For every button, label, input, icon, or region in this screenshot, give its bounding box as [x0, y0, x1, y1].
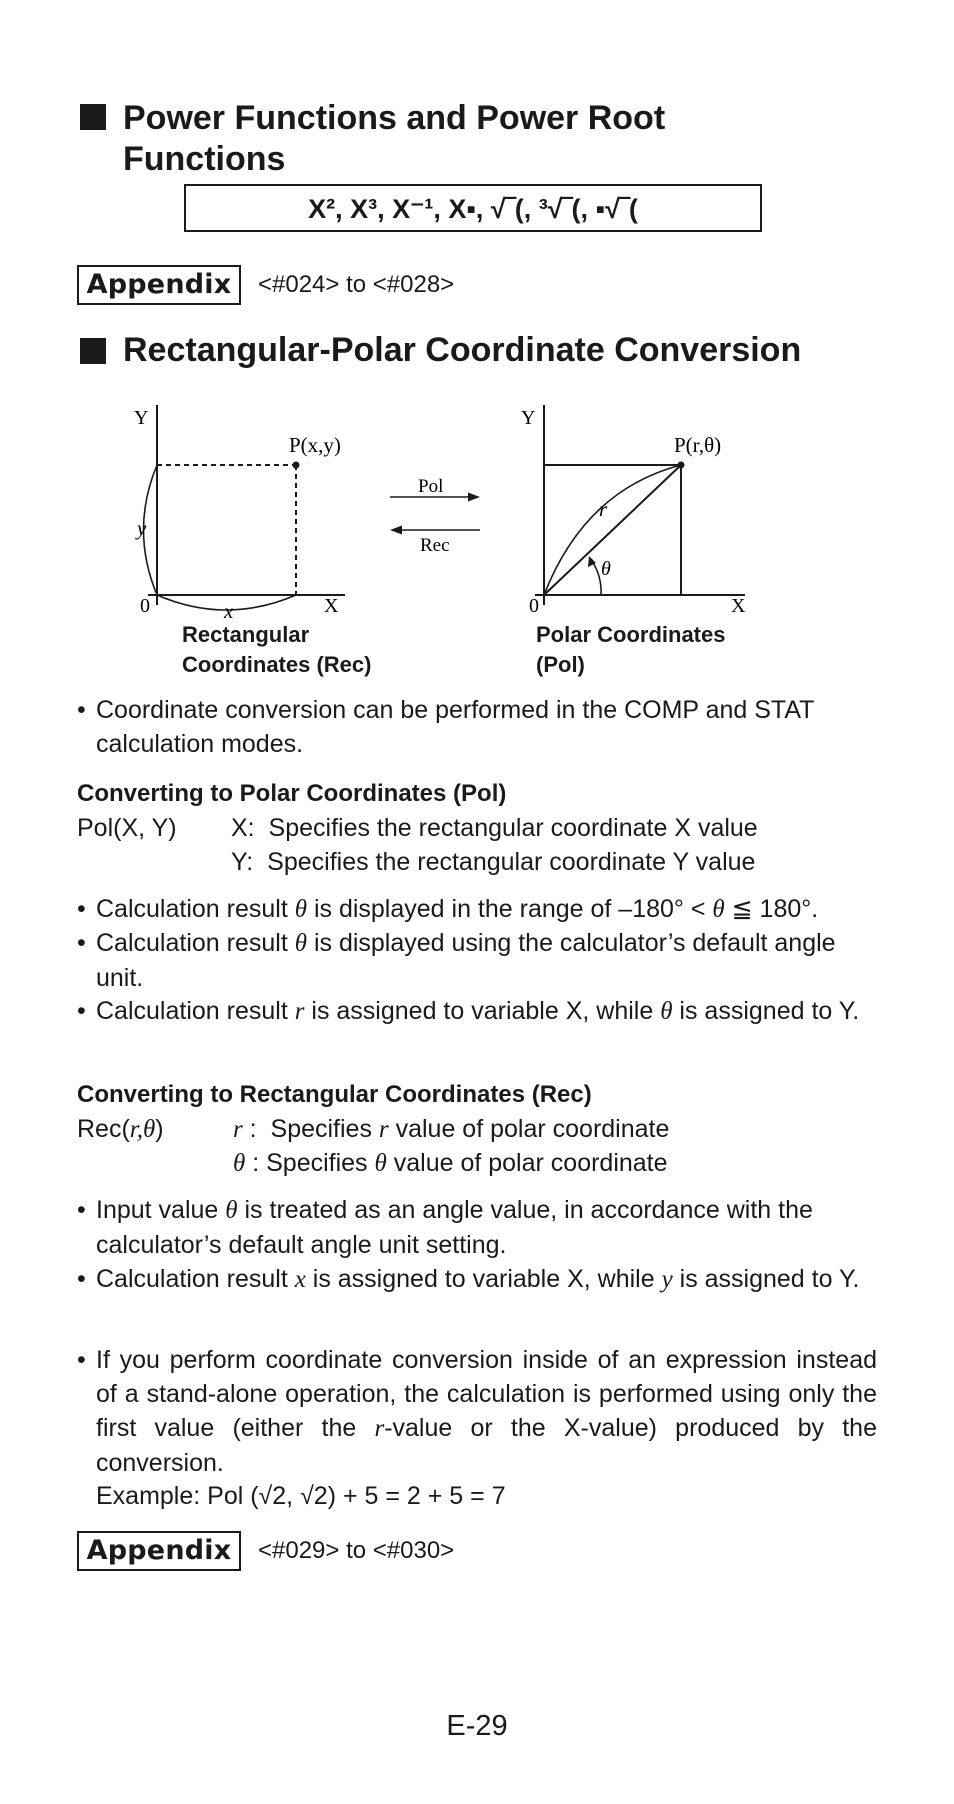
title-line: Power Functions and Power Root — [123, 99, 666, 137]
pol-syntax: Pol(X, Y) — [77, 814, 177, 842]
polar-theta-variable: θ — [601, 558, 611, 580]
pol-arrow-label: Pol — [418, 476, 444, 497]
rect-y-variable: y — [137, 516, 147, 540]
text-run: Calculation result — [96, 1265, 295, 1293]
rec-arrow-label: Rec — [420, 535, 450, 556]
appendix-reference: <#029> to <#030> — [258, 1537, 455, 1564]
polar-point — [678, 462, 685, 469]
rec-heading: Converting to Rectangular Coordinates (Rec) — [77, 1081, 592, 1108]
param-name: Y: — [231, 848, 254, 876]
theta-symbol: θ — [294, 930, 307, 957]
text-run: is treated as an angle value, in accordance with the calculator’s default angle unit setting. — [96, 1196, 813, 1259]
polar-x-axis-label: X — [731, 595, 746, 617]
text-run: ) — [155, 1115, 164, 1143]
bullet-dot: • — [77, 1346, 86, 1374]
pol-bullet-angle-unit — [77, 926, 877, 995]
bullet-dot: • — [77, 696, 86, 724]
polar-r-variable: r — [599, 497, 608, 521]
theta-symbol: θ — [712, 896, 725, 923]
bullet-dot: • — [77, 1265, 86, 1293]
bullet-text — [96, 892, 877, 927]
formula-box — [184, 184, 762, 232]
rec-param-theta — [233, 1146, 668, 1181]
page-number: E-29 — [446, 1710, 508, 1742]
rec-param-r — [233, 1112, 669, 1147]
section-title-power-functions — [123, 98, 665, 180]
formula-text: X², X³, X⁻¹, X▪, √‾(, ³√‾(, ▪√‾( — [308, 194, 638, 224]
text-run: : Specifies — [242, 1115, 379, 1143]
bullet-dot: • — [77, 1196, 86, 1224]
section-marker-icon — [80, 104, 106, 130]
param-name: X: — [231, 814, 255, 842]
theta-symbol: θ — [374, 1150, 387, 1177]
param-name: r — [233, 1116, 243, 1143]
pol-bullet-range — [77, 892, 877, 927]
text-run: Calculation result — [96, 895, 295, 923]
text-run: : Specifies — [245, 1149, 375, 1177]
r-symbol: r — [378, 1116, 389, 1143]
appendix-badge: Appendix — [77, 1531, 241, 1571]
r-symbol: r — [294, 998, 305, 1025]
coordinate-conversion-diagram — [0, 395, 954, 625]
text-run: -value or the X-value) produced by the conversion. — [96, 1414, 877, 1477]
rectangular-diagram — [134, 405, 345, 623]
theta-symbol: θ — [660, 998, 673, 1025]
polar-y-axis-label: Y — [521, 407, 536, 429]
caption-line: Rectangular — [182, 622, 310, 647]
appendix-badge: Appendix — [77, 265, 241, 305]
bullet-dot: • — [77, 929, 86, 957]
syntax-args: r,θ — [129, 1116, 156, 1143]
appendix-reference: <#024> to <#028> — [258, 271, 455, 298]
pol-param-x — [231, 811, 758, 845]
rect-x-axis-label: X — [324, 595, 339, 617]
pol-param-y — [231, 845, 755, 879]
bullet-text — [96, 1193, 877, 1262]
caption-line: (Pol) — [536, 652, 585, 677]
pol-arrow-head-icon — [468, 493, 480, 502]
rec-syntax — [77, 1112, 164, 1147]
pol-heading: Converting to Polar Coordinates (Pol) — [77, 780, 507, 807]
rect-x-variable: x — [224, 599, 234, 623]
bullet-text — [96, 926, 877, 995]
text-run: is displayed in the range of –180° < — [307, 895, 713, 923]
text-run: If you perform coordinate conversion inside of an expression instead of a stand-alone operation, the calculation is performed using only the first value (either the — [96, 1346, 877, 1442]
expression-note-bullet — [77, 1343, 877, 1480]
bullet-text: Coordinate conversion can be performed in the COMP and STAT calculation modes. — [96, 696, 814, 758]
text-run: Calculation result — [96, 997, 295, 1025]
text-run: value of polar coordinate — [386, 1149, 668, 1177]
theta-symbol: θ — [225, 1197, 238, 1224]
rect-y-axis-label: Y — [134, 407, 149, 429]
intro-bullet — [77, 693, 877, 761]
y-symbol: y — [661, 1266, 673, 1293]
conversion-arrows — [390, 476, 480, 556]
bullet-text — [96, 1343, 877, 1480]
caption-rectangular — [182, 620, 371, 680]
param-description: Specifies the rectangular coordinate Y value — [267, 848, 756, 876]
rect-point-label: P(x,y) — [289, 433, 341, 457]
title-line: Functions — [123, 140, 286, 178]
theta-symbol: θ — [294, 896, 307, 923]
polar-origin-label: 0 — [529, 595, 539, 617]
text-run: is assigned to Y. — [672, 997, 860, 1025]
caption-polar — [536, 620, 725, 680]
rect-point — [293, 462, 300, 469]
pol-bullet-assignment — [77, 994, 877, 1029]
text-run: Rec( — [77, 1115, 130, 1143]
text-run: ≦ 180°. — [724, 895, 819, 923]
r-symbol: r — [374, 1415, 385, 1442]
section-marker-icon — [80, 338, 106, 364]
text-run: is assigned to variable X, while — [305, 1265, 662, 1293]
polar-point-label: P(r,θ) — [674, 433, 722, 457]
polar-radius-line — [544, 465, 681, 595]
text-run: is assigned to Y. — [672, 1265, 860, 1293]
bullet-text — [96, 1262, 877, 1297]
param-name: θ — [233, 1150, 246, 1177]
section-title-coordinate-conversion: Rectangular-Polar Coordinate Conversion — [123, 331, 802, 369]
bullet-dot: • — [77, 895, 86, 923]
param-description: Specifies the rectangular coordinate X value — [268, 814, 758, 842]
polar-angle-arc — [592, 561, 601, 595]
caption-line: Coordinates (Rec) — [182, 652, 372, 677]
rect-origin-label: 0 — [140, 595, 150, 617]
bullet-text — [96, 994, 877, 1029]
caption-line: Polar Coordinates — [536, 622, 726, 647]
text-run: Input value — [96, 1196, 226, 1224]
bullet-dot: • — [77, 997, 86, 1025]
rec-bullet-input — [77, 1193, 877, 1262]
text-run: value of polar coordinate — [388, 1115, 670, 1143]
rec-bullet-assignment — [77, 1262, 877, 1297]
text-run: Calculation result — [96, 929, 295, 957]
text-run: is assigned to variable X, while — [304, 997, 661, 1025]
rec-arrow-head-icon — [390, 526, 402, 535]
x-symbol: x — [294, 1266, 306, 1293]
example-text: Example: Pol (√2, √2) + 5 = 2 + 5 = 7 — [96, 1482, 506, 1510]
polar-diagram — [521, 405, 746, 617]
text-run: is displayed using the calculator’s default angle unit. — [96, 929, 836, 992]
